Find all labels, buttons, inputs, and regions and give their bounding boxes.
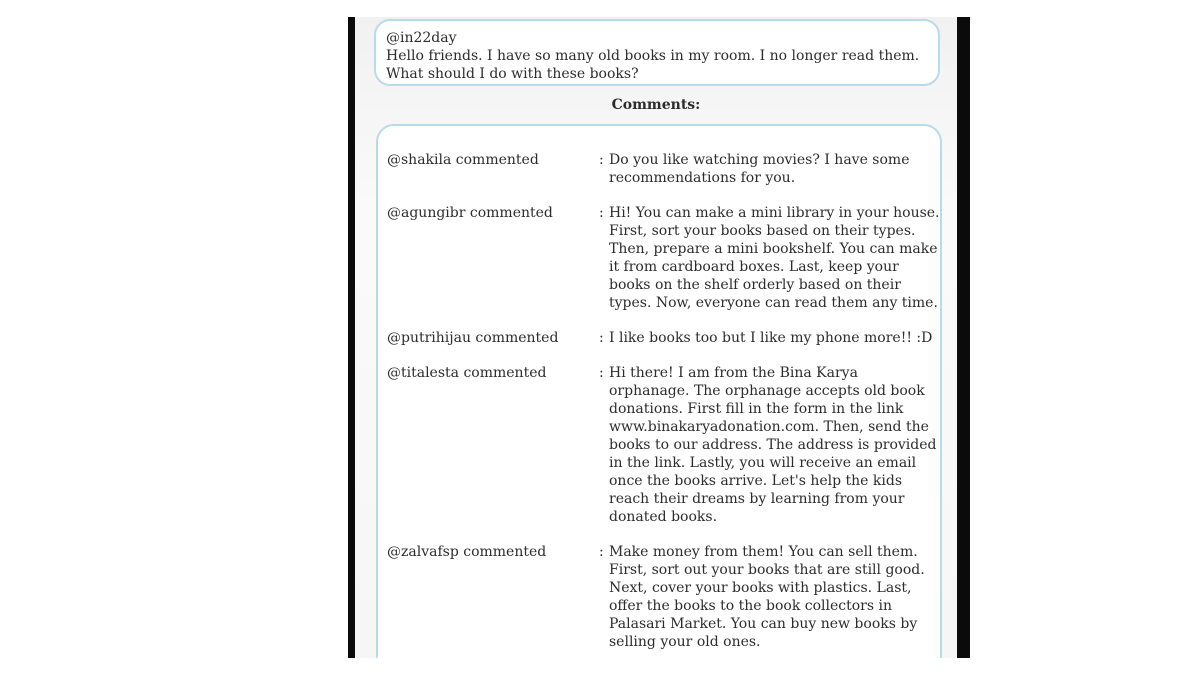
comment-text: Make money from them! You can sell them. First, sort out your books that are still good. Next, cover your books with plastics. Last, offer the books to the book collectors in Palasari Market. You can buy new books by selling your old ones. bbox=[609, 544, 925, 650]
comments-heading: Comments: bbox=[611, 97, 701, 113]
comment-user[interactable]: @titalesta commented bbox=[387, 365, 547, 381]
comment-separator: : bbox=[599, 544, 604, 560]
comment-separator: : bbox=[599, 330, 604, 346]
comments-card bbox=[376, 124, 942, 658]
comment-separator: : bbox=[599, 365, 604, 381]
comment-row bbox=[387, 543, 940, 651]
comment-text: Hi there! I am from the Bina Karya orphanage. The orphanage accepts old book donations. First fill in the form in the link www.binakaryadonation.com. Then, send the books to our address. The address is provided in the link. Lastly, you will receive an email once the books arrive. Let's help the kids reach their dreams by learning from your donated books. bbox=[609, 365, 937, 525]
comment-row bbox=[387, 364, 940, 526]
post-text: Hello friends. I have so many old books in my room. I no longer read them. What should I do with these books? bbox=[386, 48, 920, 82]
comment-user[interactable]: @putrihijau commented bbox=[387, 330, 559, 346]
comment-row bbox=[387, 204, 940, 312]
post-card bbox=[374, 19, 940, 86]
comment-user[interactable]: @shakila commented bbox=[387, 152, 539, 168]
comment-separator: : bbox=[599, 205, 604, 221]
comment-text: Do you like watching movies? I have some recommendations for you. bbox=[609, 152, 910, 186]
comment-text: I like books too but I like my phone more!! :D bbox=[609, 330, 933, 346]
comment-user[interactable]: @zalvafsp commented bbox=[387, 544, 547, 560]
post-author[interactable]: @in22day bbox=[386, 30, 457, 46]
comment-user[interactable]: @agungibr commented bbox=[387, 205, 553, 221]
comment-row bbox=[387, 151, 940, 187]
comment-separator: : bbox=[599, 152, 604, 168]
comment-text: Hi! You can make a mini library in your house. First, sort your books based on their types. Then, prepare a mini bookshelf. You can make it from cardboard boxes. Last, keep your books on the shelf orderly based on their types. Now, everyone can read them any time. bbox=[609, 205, 940, 311]
comment-row bbox=[387, 329, 940, 347]
phone-screen bbox=[355, 17, 957, 658]
phone-frame bbox=[348, 17, 970, 658]
